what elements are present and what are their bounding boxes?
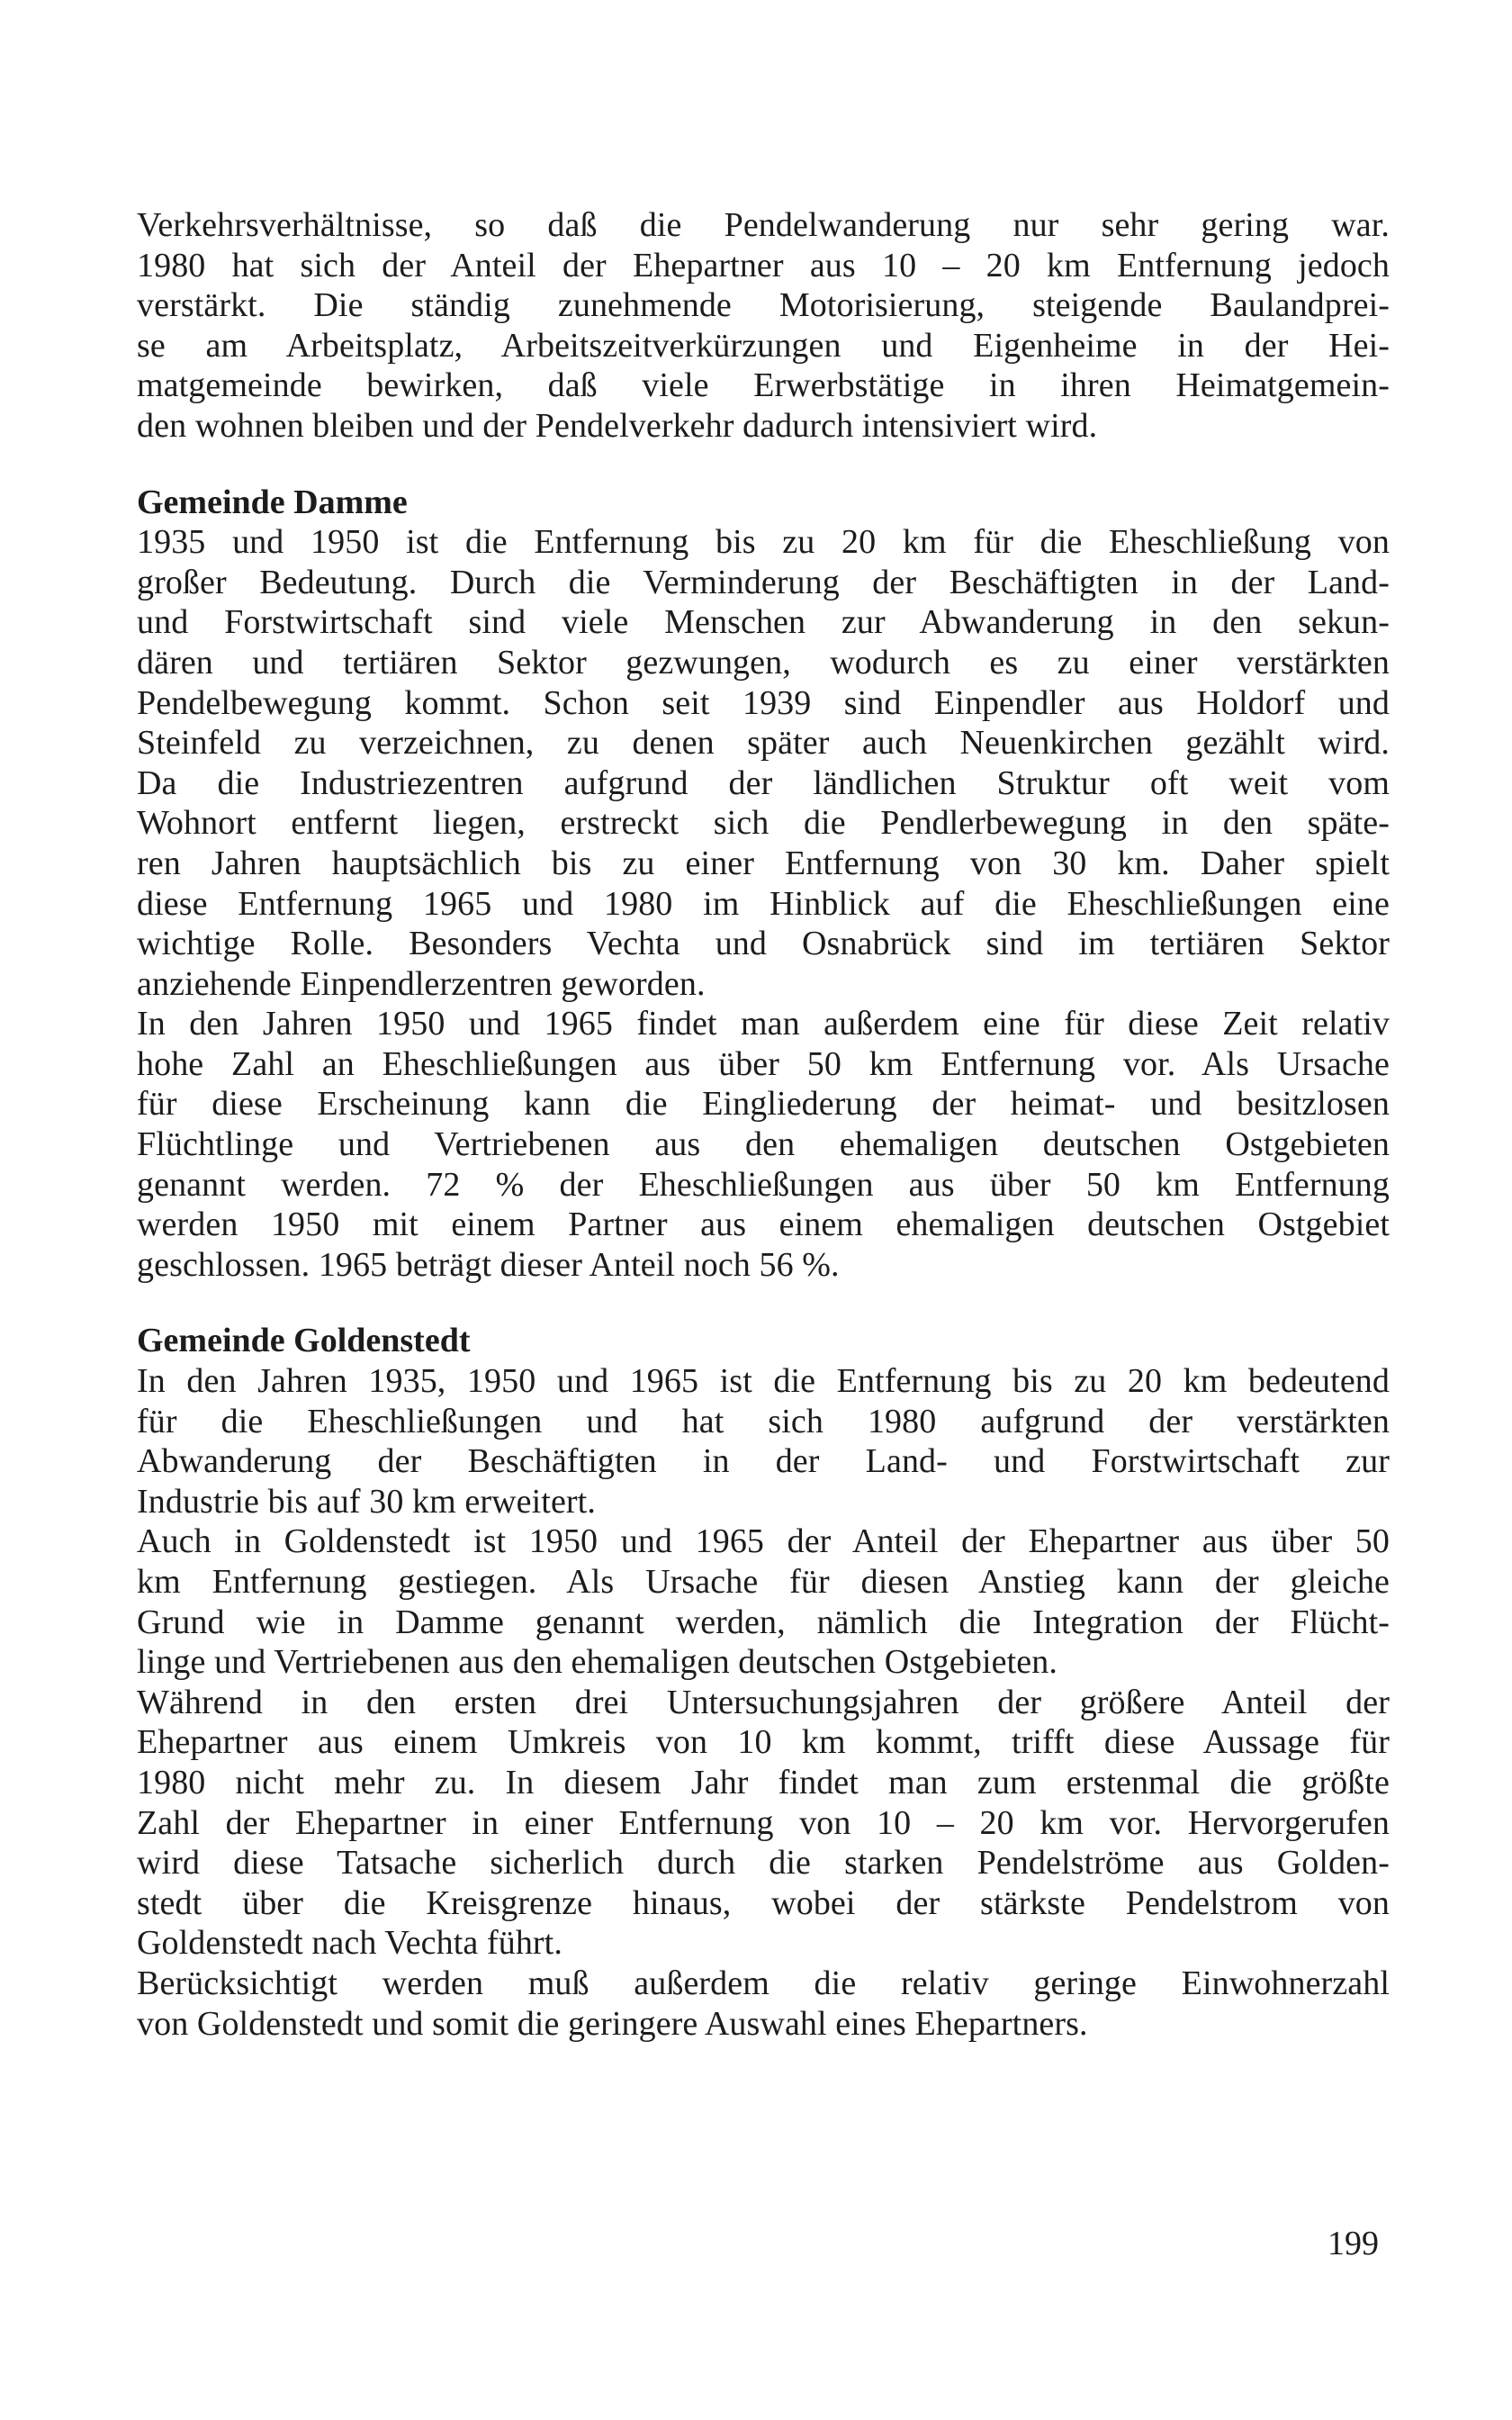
text-line: für diese Erscheinung kann die Eingliederung der heimat- und besitzlosen xyxy=(137,1085,1390,1124)
text-line: Berücksichtigt werden muß außerdem die relativ geringe Einwohnerzahl xyxy=(137,1964,1390,2002)
text-line: Abwanderung der Beschäftigten in der Land- und Forstwirtschaft zur xyxy=(137,1442,1390,1481)
text-line: Da die Industriezentren aufgrund der ländlichen Struktur oft weit vom xyxy=(137,763,1390,802)
text-line: Verkehrsverhältnisse, so daß die Pendelwanderung nur sehr gering war. xyxy=(137,206,1390,244)
section-heading: Gemeinde Damme xyxy=(137,483,408,521)
text-line: In den Jahren 1935, 1950 und 1965 ist die Entfernung bis zu 20 km bedeutend xyxy=(137,1362,1390,1401)
text-line: 1980 nicht mehr zu. In diesem Jahr findet man zum erstenmal die größte xyxy=(137,1763,1390,1801)
text-line: anziehende Einpendlerzentren geworden. xyxy=(137,964,706,1003)
text-line: Pendelbewegung kommt. Schon seit 1939 sind Einpendler aus Holdorf und xyxy=(137,683,1390,722)
document-page xyxy=(137,205,1390,2044)
text-line: Zahl der Ehepartner in einer Entfernung von 10 – 20 km vor. Hervorgerufen xyxy=(137,1803,1390,1842)
text-line: 1935 und 1950 ist die Entfernung bis zu 20 km für die Eheschließung von xyxy=(137,523,1390,562)
text-line: großer Bedeutung. Durch die Verminderung der Beschäftigten in der Land- xyxy=(137,563,1390,601)
text-line: diese Entfernung 1965 und 1980 im Hinblick auf die Eheschließungen eine xyxy=(137,884,1390,923)
text-line: 1980 hat sich der Anteil der Ehepartner aus 10 – 20 km Entfernung jedoch xyxy=(137,246,1390,284)
text-line: verstärkt. Die ständig zunehmende Motorisierung, steigende Baulandprei- xyxy=(137,286,1390,325)
text-line: den wohnen bleiben und der Pendelverkehr dadurch intensiviert wird. xyxy=(137,406,1098,445)
text-line: genannt werden. 72 % der Eheschließungen aus über 50 km Entfernung xyxy=(137,1165,1390,1204)
text-line: Ehepartner aus einem Umkreis von 10 km kommt, trifft diese Aussage für xyxy=(137,1723,1390,1762)
text-line: Während in den ersten drei Untersuchungsjahren der größere Anteil der xyxy=(137,1683,1390,1721)
text-line: werden 1950 mit einem Partner aus einem ehemaligen deutschen Ostgebiet xyxy=(137,1205,1390,1244)
text-line: In den Jahren 1950 und 1965 findet man außerdem eine für diese Zeit relativ xyxy=(137,1005,1390,1043)
text-line: Grund wie in Damme genannt werden, nämlich die Integration der Flücht- xyxy=(137,1603,1390,1641)
text-line: matgemeinde bewirken, daß viele Erwerbstätige in ihren Heimatgemein- xyxy=(137,366,1390,405)
text-line: se am Arbeitsplatz, Arbeitszeitverkürzungen und Eigenheime in der Hei- xyxy=(137,326,1390,365)
text-line: Auch in Goldenstedt ist 1950 und 1965 der Anteil der Ehepartner aus über 50 xyxy=(137,1522,1390,1561)
section-goldenstedt xyxy=(137,1321,1390,2044)
text-line: Wohnort entfernt liegen, erstreckt sich die Pendlerbewegung in den späte- xyxy=(137,804,1390,843)
text-line: linge und Vertriebenen aus den ehemaligen deutschen Ostgebieten. xyxy=(137,1643,1058,1682)
text-line: Flüchtlinge und Vertriebenen aus den ehemaligen deutschen Ostgebieten xyxy=(137,1125,1390,1164)
text-line: Steinfeld zu verzeichnen, zu denen später auch Neuenkirchen gezählt wird. xyxy=(137,724,1390,763)
text-line: wichtige Rolle. Besonders Vechta und Osnabrück sind im tertiären Sektor xyxy=(137,925,1390,963)
text-line: wird diese Tatsache sicherlich durch die starken Pendelströme aus Golden- xyxy=(137,1844,1390,1883)
text-line: ren Jahren hauptsächlich bis zu einer Entfernung von 30 km. Daher spielt xyxy=(137,844,1390,882)
text-line: für die Eheschließungen und hat sich 1980 aufgrund der verstärkten xyxy=(137,1402,1390,1440)
intro-paragraph xyxy=(137,205,1390,447)
text-line: geschlossen. 1965 beträgt dieser Anteil noch 56 %. xyxy=(137,1245,840,1284)
text-line: Industrie bis auf 30 km erweitert. xyxy=(137,1482,596,1521)
text-line: von Goldenstedt und somit die geringere Auswahl eines Ehepartners. xyxy=(137,2004,1088,2043)
section-heading: Gemeinde Goldenstedt xyxy=(137,1322,471,1360)
text-line: und Forstwirtschaft sind viele Menschen zur Abwanderung in den sekun- xyxy=(137,603,1390,642)
text-line: dären und tertiären Sektor gezwungen, wodurch es zu einer verstärkten xyxy=(137,643,1390,682)
text-line: stedt über die Kreisgrenze hinaus, wobei der stärkste Pendelstrom von xyxy=(137,1883,1390,1922)
text-line: hohe Zahl an Eheschließungen aus über 50 km Entfernung vor. Als Ursache xyxy=(137,1044,1390,1083)
text-line: Goldenstedt nach Vechta führt. xyxy=(137,1924,562,1963)
page-number: 199 xyxy=(1328,2225,1379,2262)
section-damme xyxy=(137,483,1390,1286)
text-line: km Entfernung gestiegen. Als Ursache für diesen Anstieg kann der gleiche xyxy=(137,1563,1390,1601)
